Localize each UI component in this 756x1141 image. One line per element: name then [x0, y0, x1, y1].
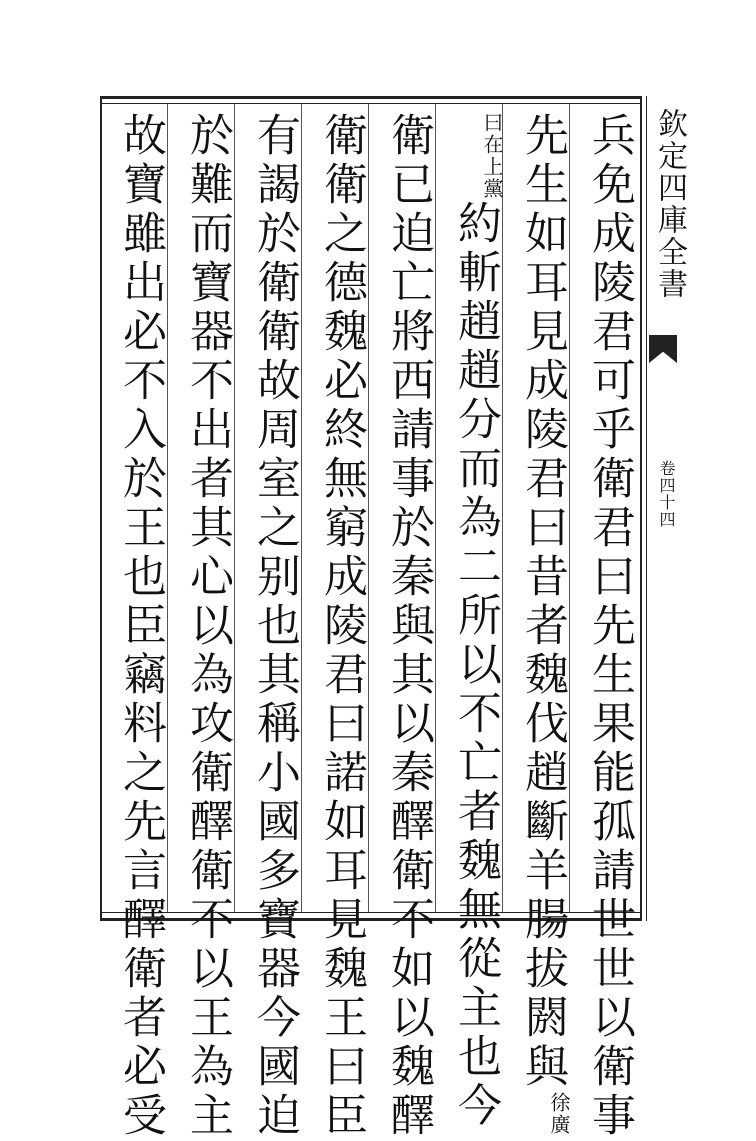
top-border-inner: [100, 103, 640, 104]
annotation-note: 徐廣: [547, 1092, 571, 1136]
text-column-3: [446, 112, 504, 1131]
juan-number: 卷四十四: [657, 460, 676, 528]
column-text: 先生如耳見成陵君曰昔者魏伐趙斷羊腸拔閼與: [517, 112, 568, 1092]
column-text: 故寶雖出必不入於王也臣竊料之先言醳衛者必受: [115, 112, 166, 1141]
right-border: [640, 96, 642, 921]
column-text: 兵免成陵君可乎衛君曰先生果能孤請世世以衛事: [584, 112, 635, 1141]
text-column-2: [513, 112, 571, 1136]
fish-tail-mark: [649, 335, 677, 363]
top-border: [100, 96, 640, 99]
left-border: [100, 96, 102, 921]
column-text: 約斬趙趙分而為二所以不亡者魏無從主也今: [450, 200, 501, 1131]
book-title: 欽定四庫全書: [652, 108, 687, 300]
column-text: 有謁於衛衛故周室之别也其稱小國多寶器今國迫: [249, 112, 300, 1141]
column-text: 於難而寶器不出者其心以為攻衛醳衛不以王為主: [182, 112, 233, 1141]
annotation-note: 曰在上黨: [480, 112, 504, 200]
text-column-6: [245, 112, 303, 1141]
text-column-8: [111, 112, 169, 1141]
right-border-outer: [646, 96, 647, 921]
text-column-4: [379, 112, 437, 1141]
text-column-7: [178, 112, 236, 1141]
column-text: 衛已迫亡將西請事於秦與其以秦醳衛不如以魏醳: [383, 112, 434, 1141]
column-text: 衛衛之德魏必終無窮成陵君曰諾如耳見魏王曰臣: [316, 112, 367, 1141]
text-column-1: [580, 112, 638, 1141]
text-column-5: [312, 112, 370, 1141]
